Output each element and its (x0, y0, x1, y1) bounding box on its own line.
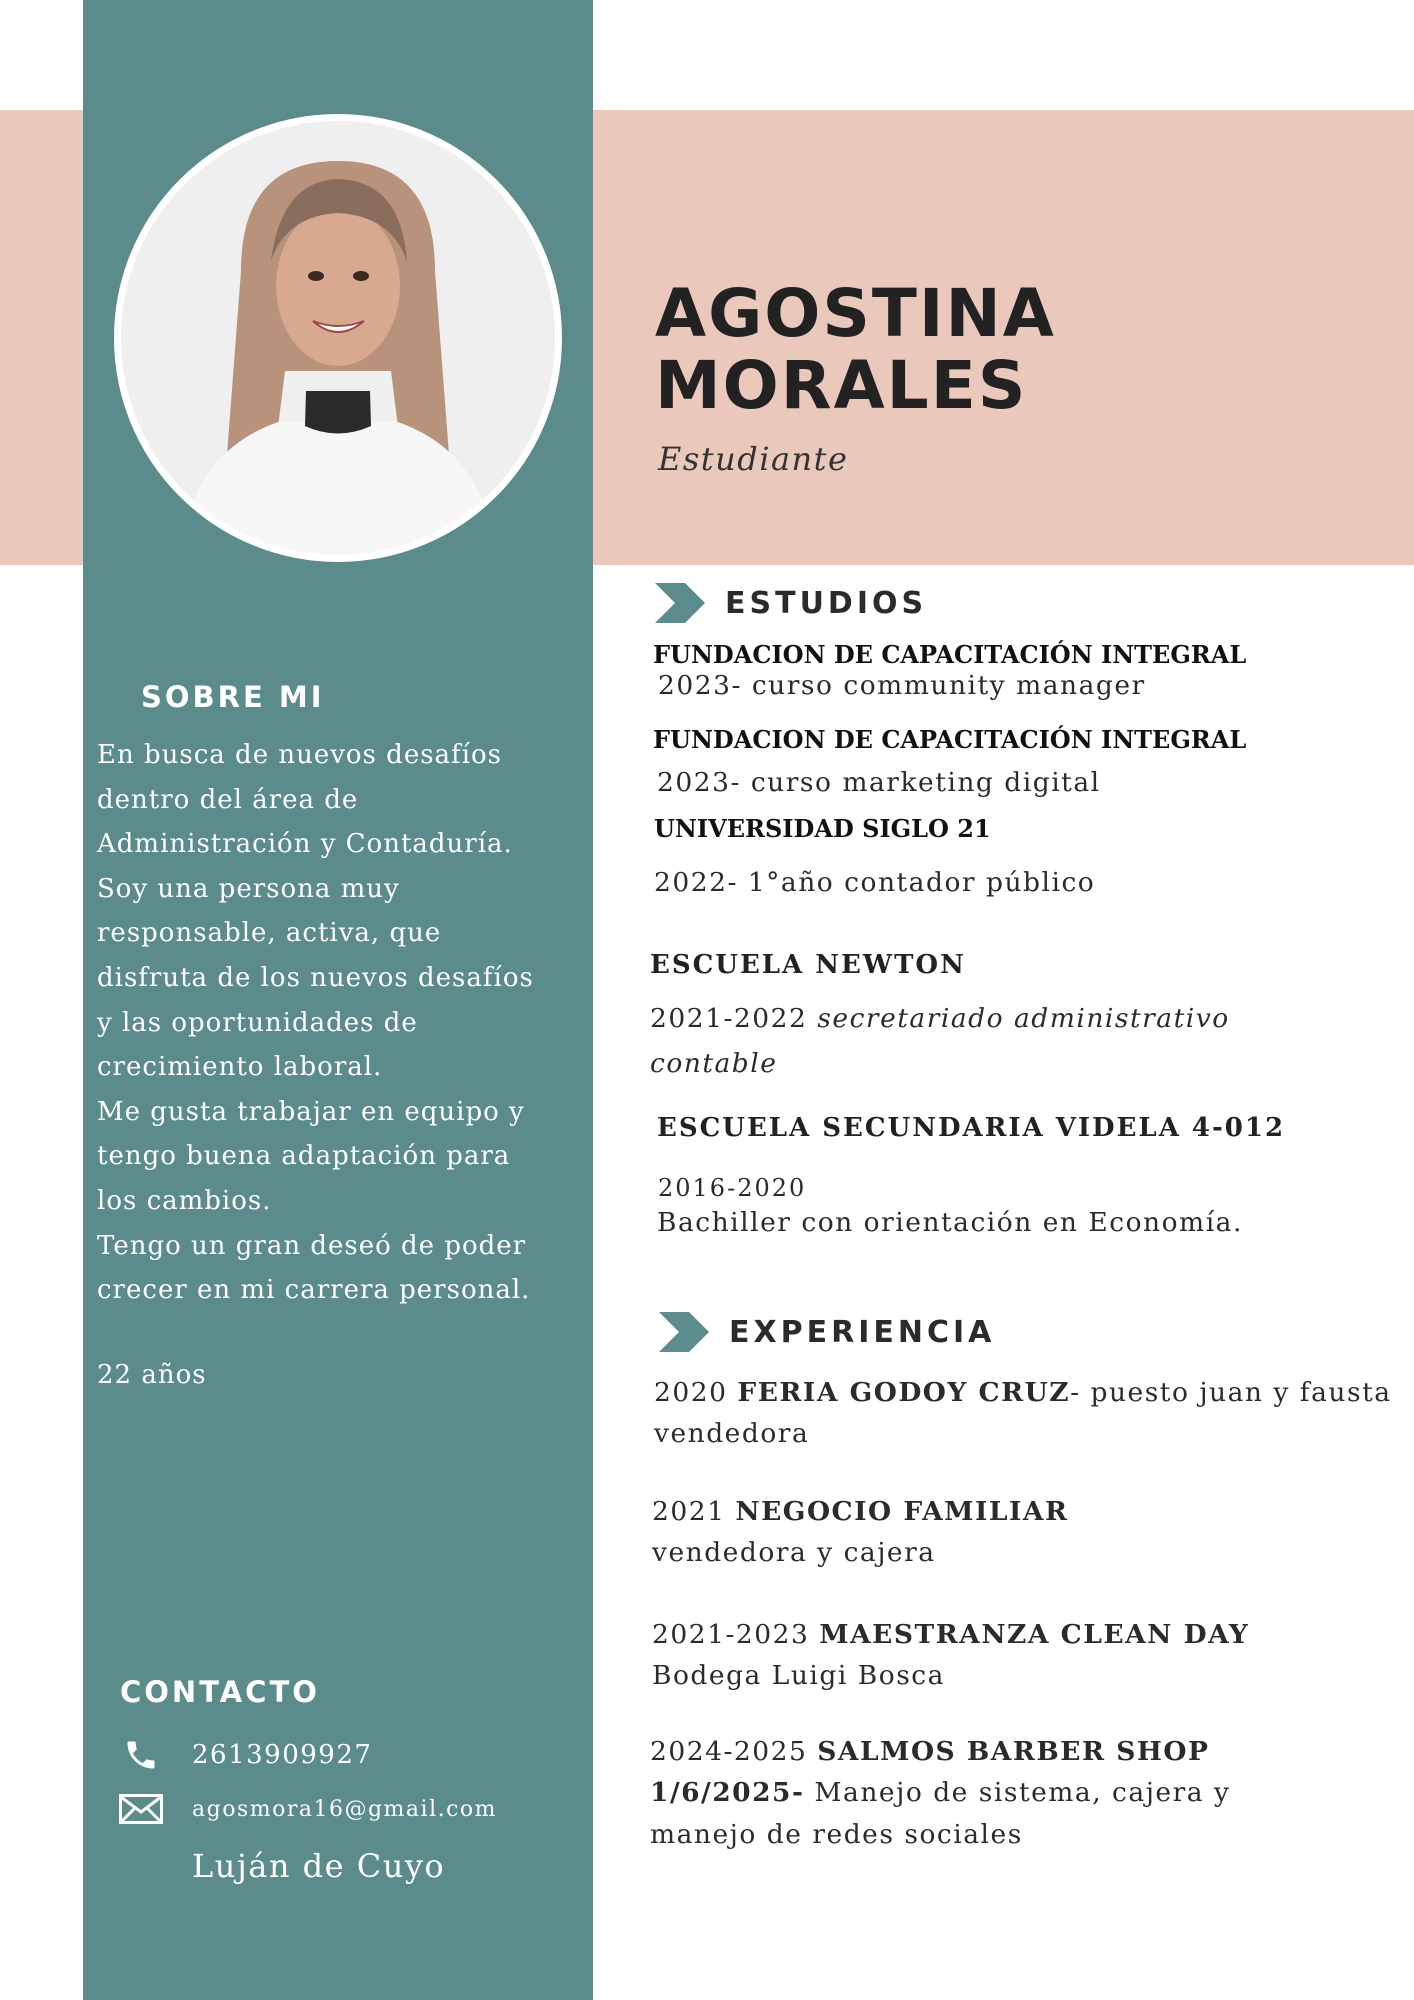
last-name: MORALES (655, 347, 1028, 424)
experience-heading (657, 1310, 995, 1354)
study-institution: FUNDACION DE CAPACITACIÓN INTEGRAL (653, 725, 1247, 754)
chevron-right-icon (653, 581, 707, 625)
contact-phone (118, 1737, 373, 1773)
study-institution: FUNDACION DE CAPACITACIÓN INTEGRAL (653, 640, 1247, 669)
experience-years: 2020 (654, 1377, 728, 1408)
study-institution: ESCUELA SECUNDARIA VIDELA 4-012 (657, 1113, 1286, 1143)
experience-heading-label: EXPERIENCIA (729, 1314, 996, 1350)
experience-role (650, 1777, 1230, 1808)
full-name (655, 275, 1056, 424)
experience-years: 2024-2025 (650, 1736, 808, 1767)
age: 22 años (97, 1360, 207, 1390)
experience-company: MAESTRANZA CLEAN DAY (819, 1619, 1250, 1650)
experience-item (654, 1377, 1392, 1408)
profile-photo-illustration (121, 121, 555, 555)
experience-item (650, 1736, 1209, 1767)
study-institution: UNIVERSIDAD SIGLO 21 (654, 814, 991, 843)
role-title: Estudiante (658, 440, 849, 478)
studies-heading-label: ESTUDIOS (725, 585, 928, 621)
studies-heading (653, 581, 927, 625)
experience-company: NEGOCIO FAMILIAR (735, 1496, 1069, 1527)
experience-role: Bodega Luigi Bosca (652, 1660, 945, 1691)
experience-company: SALMOS BARBER SHOP (817, 1736, 1210, 1767)
contact-heading: CONTACTO (120, 1675, 320, 1709)
contact-email (118, 1791, 498, 1827)
email-address[interactable]: agosmora16@gmail.com (192, 1796, 498, 1822)
study-years: 2016-2020 (658, 1174, 807, 1202)
envelope-icon (118, 1791, 164, 1827)
study-detail: Bachiller con orientación en Economía. (657, 1207, 1243, 1238)
experience-role-cont: manejo de redes sociales (650, 1819, 1023, 1850)
location: Luján de Cuyo (192, 1847, 446, 1885)
experience-date: 1/6/2025- (650, 1777, 805, 1808)
experience-years: 2021 (652, 1496, 726, 1527)
about-heading: SOBRE MI (141, 680, 325, 714)
study-detail: 2022- 1°año contador público (654, 867, 1096, 898)
profile-photo (114, 114, 562, 562)
experience-company: FERIA GODOY CRUZ (737, 1377, 1071, 1408)
experience-role: vendedora y cajera (652, 1537, 936, 1568)
study-years: 2021-2022 (650, 1003, 808, 1034)
first-name: AGOSTINA (655, 275, 1056, 352)
study-detail: 2023- curso community manager (658, 670, 1146, 701)
study-institution: ESCUELA NEWTON (650, 950, 966, 980)
experience-item (652, 1619, 1249, 1650)
phone-number[interactable]: 2613909927 (192, 1740, 373, 1770)
chevron-right-icon (657, 1310, 711, 1354)
experience-role-text: Manejo de sistema, cajera y (804, 1777, 1231, 1808)
experience-item (652, 1496, 1069, 1527)
experience-rest: - puesto juan y fausta (1070, 1377, 1392, 1408)
study-detail: secretariado administrativo (817, 1003, 1230, 1034)
experience-role: vendedora (654, 1418, 810, 1449)
experience-years: 2021-2023 (652, 1619, 810, 1650)
study-detail: 2023- curso marketing digital (657, 767, 1101, 798)
phone-icon (118, 1737, 164, 1773)
about-text: En busca de nuevos desafíos dentro del área de Administración y Contaduría. Soy una persona muy responsable, activa, que disfruta de los nuevos desafíos y las oportunidades de crecimiento laboral. Me gusta trabajar en equipo y tengo buena adaptación para los cambios. Tengo un gran deseó de poder crecer en mi carrera personal. (97, 740, 534, 1306)
study-detail-line (650, 1003, 1230, 1034)
study-detail-cont: contable (650, 1048, 778, 1079)
